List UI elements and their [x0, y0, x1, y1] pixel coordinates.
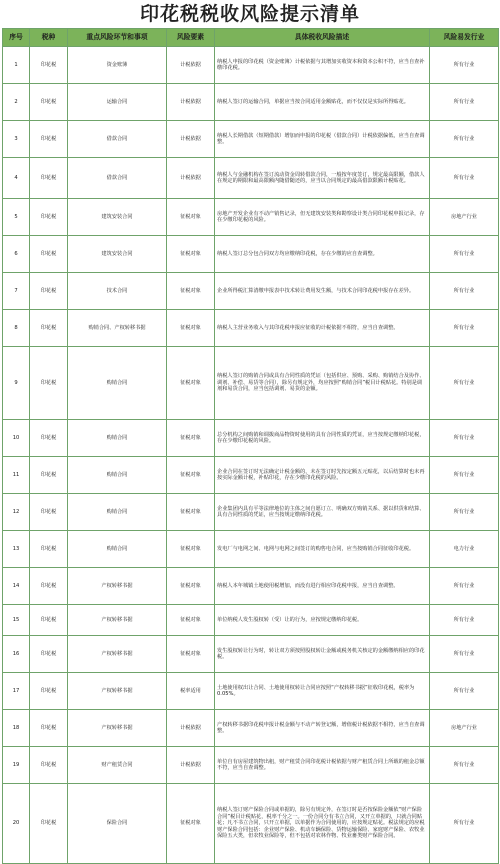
risk-table — [2, 28, 499, 864]
cell-risk-factor: 征税对象 — [167, 420, 215, 457]
cell-risk-factor: 征税对象 — [167, 236, 215, 273]
table-row — [3, 636, 499, 673]
cell-risk-description: 纳税人签订的购销合同或具有合同性质的凭证（包括供应、预购、采购、购销结合及协作、调剂、补偿、易货等合同），除另有规定外，均应按照“购销合同”税目计税贴花。特别是调剂和易货合同，应当包括调剂、易货的金额。 — [215, 347, 430, 420]
cell-risk-item: 借款合同 — [68, 158, 167, 199]
cell-industry: 所有行业 — [430, 347, 499, 420]
cell-risk-factor: 征税对象 — [167, 605, 215, 636]
header-risk-factor: 风险要素 — [167, 29, 215, 47]
cell-tax-type: 印花税 — [30, 784, 68, 864]
cell-risk-factor: 征税对象 — [167, 531, 215, 568]
cell-tax-type: 印花税 — [30, 636, 68, 673]
cell-risk-description: 纳税人签订的运输合同，单据应当按合同适用金额贴花，而不仅仅是实际所得贴花。 — [215, 84, 430, 121]
cell-risk-item: 购销合同、产权转移书据 — [68, 310, 167, 347]
cell-no: 12 — [3, 494, 30, 531]
cell-risk-item: 购销合同 — [68, 457, 167, 494]
cell-risk-description: 企业所得税汇算清缴申报表中技术转让费用发生额，与技术合同印花税申报存在差异。 — [215, 273, 430, 310]
cell-tax-type: 印花税 — [30, 420, 68, 457]
cell-no: 1 — [3, 47, 30, 84]
cell-risk-factor: 征税对象 — [167, 457, 215, 494]
cell-no: 5 — [3, 199, 30, 236]
header-no: 序号 — [3, 29, 30, 47]
header-industry: 风险易发行业 — [430, 29, 499, 47]
cell-risk-description: 企业合同在签订时无法确定计税金额的，未在签订时先按定额五元贴花，以后结算时也未再按实际金额计税，补贴印花，存在少缴印花税的风险。 — [215, 457, 430, 494]
cell-risk-description: 纳税人本年城镇土地使用税增加，而没有进行相应印花税申报，应当自查调整。 — [215, 568, 430, 605]
cell-tax-type: 印花税 — [30, 158, 68, 199]
cell-risk-item: 保险合同 — [68, 784, 167, 864]
cell-risk-item: 产权转移书据 — [68, 636, 167, 673]
cell-no: 10 — [3, 420, 30, 457]
table-row — [3, 747, 499, 784]
cell-no: 20 — [3, 784, 30, 864]
cell-no: 17 — [3, 673, 30, 710]
table-row — [3, 199, 499, 236]
cell-risk-description: 纳税人申报的印花税（资金账簿）计税依据与其增加实收资本和资本公积不符，应当自查补缴印花税。 — [215, 47, 430, 84]
cell-risk-item: 产权转移书据 — [68, 605, 167, 636]
cell-industry: 所有行业 — [430, 236, 499, 273]
cell-risk-description: 房地产开发企业有不动产销售记录，但无建筑安装类和勘察设计类合同印花税申报记录，存在少缴印花税的风险。 — [215, 199, 430, 236]
cell-risk-item: 购销合同 — [68, 347, 167, 420]
cell-risk-item: 财产租赁合同 — [68, 747, 167, 784]
cell-risk-item: 建筑安装合同 — [68, 199, 167, 236]
cell-risk-item: 购销合同 — [68, 494, 167, 531]
cell-risk-factor: 计税依据 — [167, 710, 215, 747]
table-row — [3, 420, 499, 457]
table-row — [3, 568, 499, 605]
cell-no: 6 — [3, 236, 30, 273]
cell-risk-factor: 计税依据 — [167, 747, 215, 784]
table-row — [3, 673, 499, 710]
cell-risk-factor: 征税对象 — [167, 784, 215, 864]
cell-risk-factor: 计税依据 — [167, 84, 215, 121]
cell-no: 7 — [3, 273, 30, 310]
cell-risk-description: 单位自有房屋建筑物出租，财产租赁合同印花税计税依据与财产租赁合同上所载的租金总额不符，应当自查调整。 — [215, 747, 430, 784]
cell-risk-item: 购销合同 — [68, 531, 167, 568]
cell-risk-factor: 计税依据 — [167, 121, 215, 158]
cell-risk-description: 纳税人主营业务收入与其印花税申报应征收的计税依据不相符，应当自查调整。 — [215, 310, 430, 347]
cell-industry: 所有行业 — [430, 747, 499, 784]
cell-risk-factor: 征税对象 — [167, 636, 215, 673]
cell-risk-description: 发电厂与电网之间、电网与电网之间签订的购售电合同，应当按购销合同征收印花税。 — [215, 531, 430, 568]
cell-risk-description: 纳税人签订财产保险合同或单据的，除另有规定外，在签订时是否按保险金额依“财产保险合同”税目计税贴花，税率千分之一。一份合同分有书立合同，又开立单据的，只就合同贴花；凡不书立合同，只开立单据，以单据作为合同使用的，应按规定贴花。税法规定的应税财产保险合同包括：企业财产保险、机动车辆保险、货物运输保险、家庭财产保险、农牧业保险五大类，但农牧业保险等，但不包括对农林作物、牧业畜类财产保险合同。 — [215, 784, 430, 864]
cell-tax-type: 印花税 — [30, 84, 68, 121]
cell-industry: 所有行业 — [430, 784, 499, 864]
cell-no: 3 — [3, 121, 30, 158]
cell-industry: 所有行业 — [430, 84, 499, 121]
cell-no: 15 — [3, 605, 30, 636]
cell-risk-item: 产权转移书据 — [68, 568, 167, 605]
cell-risk-factor: 税率适用 — [167, 673, 215, 710]
cell-risk-description: 产权转移书据印花税申报计税金额与不动产转登记额，增值税计税依据不相符，应当自查调整。 — [215, 710, 430, 747]
cell-tax-type: 印花税 — [30, 47, 68, 84]
table-row — [3, 347, 499, 420]
cell-tax-type: 印花税 — [30, 236, 68, 273]
cell-risk-factor: 征税对象 — [167, 347, 215, 420]
cell-risk-factor: 计税依据 — [167, 47, 215, 84]
cell-risk-item: 技术合同 — [68, 273, 167, 310]
page-title: 印花税税收风险提示清单 — [139, 3, 360, 25]
table-body — [3, 47, 499, 864]
cell-risk-item: 产权转移书据 — [68, 673, 167, 710]
cell-risk-description: 企业集团内具有平等法律地位的主体之间自愿订立、明确双方购销关系、据以供货和结算、具有合同性质的凭证，应当按规定缴纳印花税。 — [215, 494, 430, 531]
header-tax-type: 税种 — [30, 29, 68, 47]
cell-no: 8 — [3, 310, 30, 347]
table-row — [3, 531, 499, 568]
cell-tax-type: 印花税 — [30, 747, 68, 784]
table-row — [3, 605, 499, 636]
cell-no: 11 — [3, 457, 30, 494]
cell-no: 9 — [3, 347, 30, 420]
cell-industry: 所有行业 — [430, 420, 499, 457]
cell-tax-type: 印花税 — [30, 710, 68, 747]
cell-tax-type: 印花税 — [30, 457, 68, 494]
cell-risk-factor: 征税对象 — [167, 310, 215, 347]
cell-industry: 所有行业 — [430, 273, 499, 310]
header-risk-description: 具体税收风险描述 — [215, 29, 430, 47]
cell-tax-type: 印花税 — [30, 310, 68, 347]
cell-industry: 房地产行业 — [430, 710, 499, 747]
cell-risk-item: 产权转移书据 — [68, 710, 167, 747]
cell-industry: 所有行业 — [430, 121, 499, 158]
cell-risk-description: 总分机构之间购销和调拨商品物资时使用的具有合同性质的凭证，应当按规定缴纳印花税，存在少缴印花税的风险。 — [215, 420, 430, 457]
table-header-row — [3, 29, 499, 47]
cell-no: 4 — [3, 158, 30, 199]
cell-tax-type: 印花税 — [30, 273, 68, 310]
cell-industry: 所有行业 — [430, 568, 499, 605]
table-row — [3, 121, 499, 158]
cell-tax-type: 印花税 — [30, 605, 68, 636]
cell-industry: 所有行业 — [430, 158, 499, 199]
cell-risk-factor: 征税对象 — [167, 199, 215, 236]
cell-no: 13 — [3, 531, 30, 568]
cell-tax-type: 印花税 — [30, 199, 68, 236]
cell-risk-description: 纳税人签订总分包合同双方均应缴纳印花税，存在少缴的应自查调整。 — [215, 236, 430, 273]
cell-industry: 所有行业 — [430, 636, 499, 673]
cell-risk-factor: 征税对象 — [167, 494, 215, 531]
table-row — [3, 236, 499, 273]
cell-no: 19 — [3, 747, 30, 784]
cell-industry: 所有行业 — [430, 673, 499, 710]
cell-no: 18 — [3, 710, 30, 747]
cell-industry: 电力行业 — [430, 531, 499, 568]
cell-no: 2 — [3, 84, 30, 121]
table-row — [3, 273, 499, 310]
table-row — [3, 710, 499, 747]
header-risk-item: 重点风险环节和事项 — [68, 29, 167, 47]
table-row — [3, 84, 499, 121]
cell-industry: 所有行业 — [430, 47, 499, 84]
cell-risk-description: 纳税人与金融机构在签订流动资金周转借款合同，一般按年度签订，规定最高限额，借款人在规定的期限和最高限额内随借随还的，应当以合同规定的最高借款限额计税贴花。 — [215, 158, 430, 199]
table-row — [3, 784, 499, 864]
cell-industry: 所有行业 — [430, 494, 499, 531]
cell-risk-description: 发生股权转让行为时，转让双方须按照股权转让金额或税务机关核定的金额缴纳相应的印花税。 — [215, 636, 430, 673]
cell-tax-type: 印花税 — [30, 494, 68, 531]
cell-industry: 所有行业 — [430, 310, 499, 347]
table-row — [3, 158, 499, 199]
cell-risk-item: 运输合同 — [68, 84, 167, 121]
cell-risk-item: 资金账簿 — [68, 47, 167, 84]
cell-tax-type: 印花税 — [30, 531, 68, 568]
cell-risk-item: 建筑安装合同 — [68, 236, 167, 273]
cell-risk-description: 纳税人长期借款（短期借款）增加而申报的印花税（借款合同）计税依据偏低，应当自查调整。 — [215, 121, 430, 158]
cell-risk-description: 单位纳税人发生股权转（受）让的行为，应按规定缴纳印花税。 — [215, 605, 430, 636]
cell-tax-type: 印花税 — [30, 673, 68, 710]
cell-risk-factor: 征税对象 — [167, 273, 215, 310]
cell-tax-type: 印花税 — [30, 347, 68, 420]
cell-industry: 所有行业 — [430, 605, 499, 636]
cell-tax-type: 印花税 — [30, 121, 68, 158]
cell-risk-factor: 征税对象 — [167, 568, 215, 605]
cell-no: 16 — [3, 636, 30, 673]
cell-tax-type: 印花税 — [30, 568, 68, 605]
table-row — [3, 47, 499, 84]
cell-industry: 所有行业 — [430, 457, 499, 494]
cell-risk-factor: 计税依据 — [167, 158, 215, 199]
cell-no: 14 — [3, 568, 30, 605]
cell-risk-item: 借款合同 — [68, 121, 167, 158]
table-row — [3, 457, 499, 494]
cell-industry: 房地产行业 — [430, 199, 499, 236]
cell-risk-description: 土地使用权出让合同、土地使用权转让合同应按照“产权转移书据”征收印花税，税率为0.05%。 — [215, 673, 430, 710]
table-row — [3, 310, 499, 347]
cell-risk-item: 购销合同 — [68, 420, 167, 457]
table-row — [3, 494, 499, 531]
